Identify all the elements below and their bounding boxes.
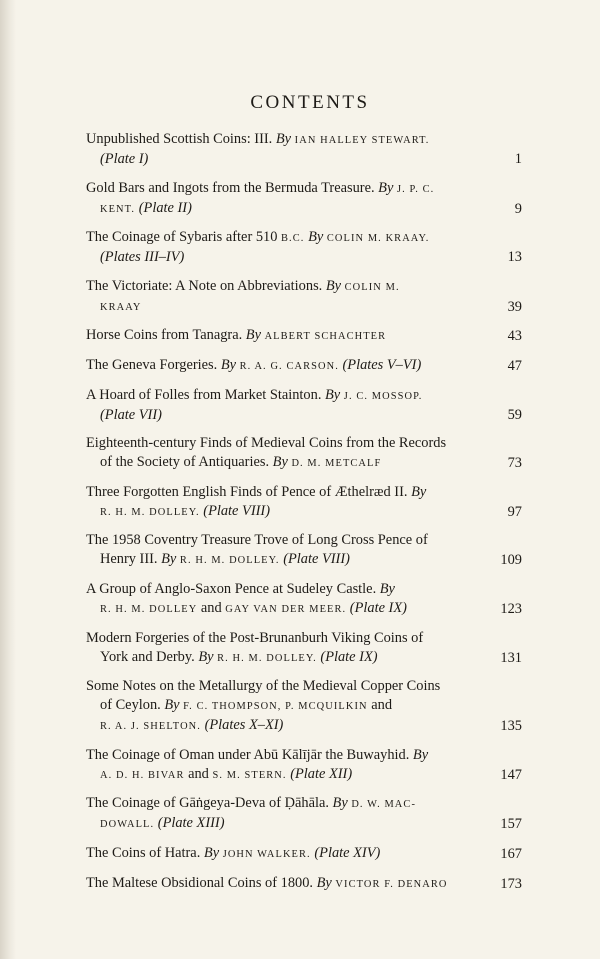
author-name: R. H. M. DOLLEY [100, 603, 198, 615]
title-text: The Geneva Forgeries. [86, 356, 221, 373]
contents-heading: CONTENTS [250, 92, 370, 113]
page-number: 173 [500, 875, 522, 892]
toc-entry [86, 228, 522, 267]
by-label: By [308, 229, 327, 246]
by-label: By [161, 551, 180, 568]
title-text: Henry III. [100, 551, 162, 568]
toc-entry [86, 356, 522, 376]
title-text: The 1958 Coventry Treasure Trove of Long Cross Pence of [86, 532, 428, 549]
by-label: By [164, 697, 184, 714]
page-number: 123 [500, 600, 522, 617]
toc-entry-line [86, 580, 522, 599]
author-name: JOHN WALKER. [222, 848, 311, 860]
plate-reference: (Plate VIII) [203, 502, 270, 519]
author-name: R. A. G. CARSON. [239, 360, 339, 372]
plate-reference: (Plates X–XI) [204, 717, 284, 734]
page-number: 131 [500, 649, 522, 666]
toc-entry-line [86, 629, 522, 648]
author-name: D. M. METCALF [291, 458, 382, 470]
author-name: R. H. M. DOLLEY. [217, 652, 317, 664]
toc-entry [86, 130, 522, 169]
by-label: By [412, 746, 429, 763]
toc-entry-line [86, 228, 522, 248]
plate-reference: (Plate II) [138, 199, 192, 216]
title-text: and [367, 697, 393, 714]
title-text: A Hoard of Folles from Market Stainton. [86, 386, 326, 403]
by-label: By [379, 580, 395, 597]
title-text: The Coinage of Gāṅgeya-Deva of Ḍāhāla. [86, 795, 333, 812]
author-name: D. W. MAC- [351, 799, 417, 811]
toc-entry-line [86, 716, 522, 736]
author-name: F. C. THOMPSON, P. MCQUILKIN [183, 701, 368, 713]
title-text: Three Forgotten English Finds of Pence of Æthelræd II. [86, 483, 412, 500]
plate-reference: (Plate XIII) [157, 815, 225, 832]
page-number: 13 [507, 249, 522, 266]
toc-entry [86, 531, 522, 570]
plate-reference: (Plates III–IV) [100, 249, 185, 266]
author-name: GAY VAN DER MEER. [225, 603, 347, 615]
by-label: By [332, 795, 352, 812]
toc-entry [86, 277, 522, 317]
title-text: Eighteenth-century Finds of Medieval Coins from the Records [86, 435, 447, 452]
toc-entry-line [86, 746, 522, 765]
page-gutter-shadow [0, 0, 16, 959]
toc-entry [86, 580, 522, 619]
plate-reference: (Plate XII) [290, 765, 353, 782]
toc-entry-line [86, 356, 522, 376]
toc-entry-line [86, 648, 522, 668]
toc-entry-line [86, 297, 522, 317]
author-name: A. D. H. BIVAR [100, 769, 185, 781]
toc-entry-line [86, 453, 522, 473]
title-text: A Group of Anglo-Saxon Pence at Sudeley Castle. [86, 580, 380, 597]
toc-entry [86, 677, 522, 736]
author-name: COLIN M. KRAAY. [326, 233, 430, 245]
title-text: The Coins of Hatra. [86, 844, 204, 861]
toc-entry-line [86, 277, 522, 297]
page-number: 147 [500, 766, 522, 783]
author-name: COLIN M. [344, 281, 400, 293]
title-text: Unpublished Scottish Coins: III. [86, 131, 276, 147]
toc-entry-line [86, 765, 522, 785]
title-text: Gold Bars and Ingots from the Bermuda Treasure. [86, 179, 379, 196]
author-name: J. C. MOSSOP. [343, 390, 423, 402]
author-name: R. H. M. DOLLEY. [100, 506, 200, 518]
toc-entry-line [86, 550, 522, 570]
toc-entry-line [86, 696, 522, 716]
toc-entry-line [86, 874, 522, 894]
by-label: By [378, 179, 397, 196]
page-number: 167 [500, 845, 522, 862]
by-label: By [316, 874, 336, 891]
toc-entry-line [86, 844, 522, 864]
author-name: B.C. [281, 233, 305, 245]
title-text: York and Derby. [100, 648, 199, 665]
author-name: DOWALL. [100, 819, 155, 831]
toc-entry [86, 746, 522, 785]
toc-entry-line [86, 531, 522, 550]
table-of-contents [86, 130, 522, 903]
title-text: The Victoriate: A Note on Abbreviations. [86, 277, 326, 294]
plate-reference: (Plate XIV) [314, 844, 381, 861]
page-number: 39 [507, 298, 522, 315]
page-number: 157 [500, 816, 522, 833]
toc-entry-line [86, 326, 522, 346]
toc-entry [86, 629, 522, 668]
toc-entry-line [86, 179, 522, 199]
title-text: of the Society of Antiquaries. [100, 454, 273, 471]
title-text: The Maltese Obsidional Coins of 1800. [86, 874, 317, 891]
toc-entry [86, 794, 522, 834]
plate-reference: (Plate I) [100, 151, 149, 167]
page-number: 109 [500, 552, 522, 569]
by-label: By [198, 648, 218, 665]
page-number: 43 [507, 328, 522, 345]
toc-entry-line [86, 599, 522, 619]
title-text: The Coinage of Oman under Abū Kālījār the Buwayhid. [86, 746, 413, 763]
page-number: 9 [514, 200, 522, 217]
title-text: and [184, 765, 213, 782]
by-label: By [411, 483, 427, 500]
toc-entry-line [86, 386, 522, 406]
plate-reference: (Plate IX) [349, 599, 407, 616]
by-label: By [203, 844, 223, 861]
toc-entry-line [86, 502, 522, 522]
by-label: By [272, 454, 292, 471]
author-name: KRAAY [100, 301, 142, 313]
page-number: 47 [507, 357, 522, 374]
author-name: ALBERT SCHACHTER [264, 331, 387, 343]
toc-entry-line [86, 677, 522, 696]
toc-entry [86, 483, 522, 522]
plate-reference: (Plates V–VI) [342, 356, 422, 373]
author-name: KENT. [100, 203, 139, 215]
author-name: VICTOR F. DENARO [335, 878, 448, 890]
toc-entry-line [86, 150, 522, 169]
toc-entry [86, 179, 522, 219]
toc-entry [86, 844, 522, 864]
author-name: R. H. M. DOLLEY. [179, 555, 280, 567]
toc-entry-line [86, 814, 522, 834]
title-text: Modern Forgeries of the Post-Brunanburh Viking Coins of [86, 629, 424, 646]
toc-entry [86, 874, 522, 894]
plate-reference: (Plate VII) [100, 406, 162, 423]
toc-entry [86, 386, 522, 425]
title-text: and [197, 599, 226, 616]
title-text: The Coinage of Sybaris after 510 [86, 229, 282, 246]
by-label: By [245, 327, 265, 344]
author-name: R. A. J. SHELTON. [100, 721, 201, 733]
by-label: By [220, 356, 240, 373]
plate-reference: (Plate VIII) [283, 551, 350, 568]
toc-entry [86, 434, 522, 473]
author-name: IAN HALLEY STEWART. [294, 135, 430, 146]
page-number: 97 [507, 503, 522, 520]
toc-entry-line [86, 199, 522, 219]
toc-entry [86, 326, 522, 346]
author-name: J. P. C. [396, 183, 435, 195]
by-label: By [325, 277, 345, 294]
plate-reference: (Plate IX) [320, 648, 378, 665]
title-text: of Ceylon. [100, 697, 165, 714]
toc-entry-line [86, 130, 522, 150]
page-number: 59 [507, 406, 522, 423]
page-number: 73 [507, 455, 522, 472]
by-label: By [325, 386, 344, 403]
by-label: By [275, 131, 295, 147]
toc-entry-line [86, 794, 522, 814]
title-text: Horse Coins from Tanagra. [86, 327, 246, 344]
author-name: S. M. STERN. [212, 769, 287, 781]
toc-entry-line [86, 434, 522, 453]
toc-entry-line [86, 483, 522, 502]
page-number: 1 [514, 151, 522, 167]
toc-entry-line [86, 406, 522, 425]
toc-entry-line [86, 248, 522, 267]
page-number: 135 [500, 718, 522, 735]
title-text: Some Notes on the Metallurgy of the Medieval Copper Coins [86, 678, 441, 695]
